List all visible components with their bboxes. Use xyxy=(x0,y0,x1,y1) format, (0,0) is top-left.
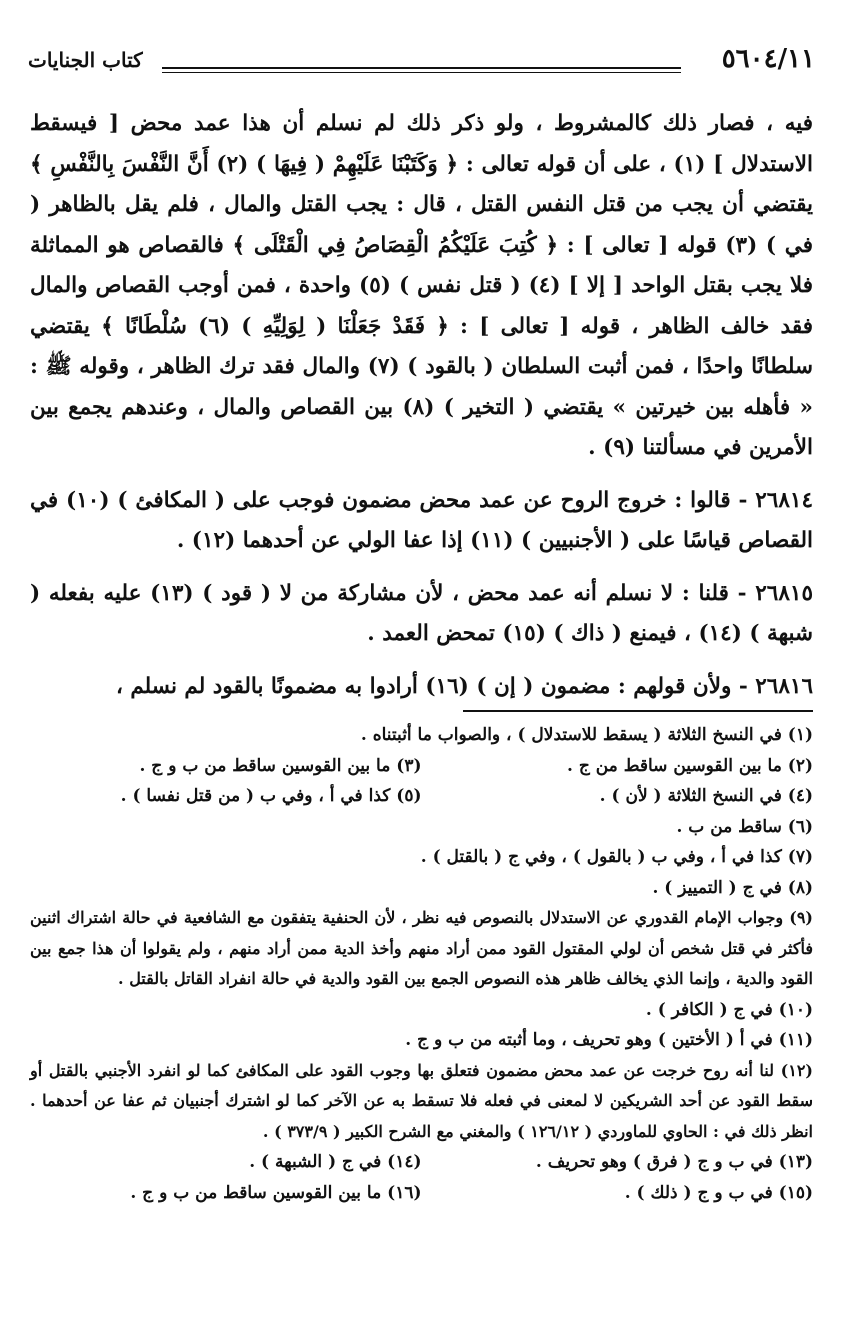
body-paragraph: ٢٦٨١٤ - قالوا : خروج الروح عن عمد محض مضمون فوجب على ( المكافئ ) (١٠) في القصاص قياسًا على ( الأجنبيين ) (١١) إذا عفا الولي عن أحدهما (١٢) . xyxy=(30,487,813,553)
footnote: (٥) كذا في أ ، وفي ب ( من قتل نفسا ) . xyxy=(120,786,422,806)
page-number: ٥٦٠٤/١١ xyxy=(721,44,815,74)
body-paragraph: ٢٦٨١٦ - ولأن قولهم : مضمون ( إن ) (١٦) أرادوا به مضمونًا بالقود لم نسلم ، xyxy=(115,673,813,699)
footnote-separator xyxy=(463,710,813,712)
page-header xyxy=(22,40,821,86)
footnote: (٢) ما بين القوسين ساقط من ج . xyxy=(567,755,813,776)
footnote: (٦) ساقط من ب . xyxy=(676,816,813,837)
footnote: (٨) في ج ( التمييز ) . xyxy=(652,877,813,898)
footnote: (١٣) في ب و ج ( فرق ) وهو تحريف . xyxy=(535,1152,813,1172)
footnote: (١٢) لنا أنه روح خرجت عن عمد محض مضمون فتعلق بها وجوب القود على المكافئ كما لو انفرد الأجنبي بالقتل أو سقط القود عن أحد الشريكين لا لمعنى في فعله فلا تسقط به عن الآخر كما لو اشترك أجنبيان ثم عفا عن أحدهما . انظر ذلك في : الحاوي للماوردي ( ١٢٦/١٢ ) والمغني مع الشرح الكبير ( ٣٧٣/٩ ) . xyxy=(30,1060,813,1141)
running-title: كتاب الجنايات xyxy=(28,48,143,72)
footnote: (٧) كذا في أ ، وفي ب ( بالقول ) ، وفي ج ( بالقتل ) . xyxy=(420,847,813,867)
footnote: (١٤) في ج ( الشبهة ) . xyxy=(249,1152,422,1172)
footnote: (٣) ما بين القوسين ساقط من ب و ج . xyxy=(139,755,422,776)
footnote: (١) في النسخ الثلاثة ( يسقط للاستدلال ) ، والصواب ما أثبتناه . xyxy=(360,725,813,745)
footnote: (١٠) في ج ( الكافر ) . xyxy=(645,999,813,1020)
footnote-row xyxy=(30,1147,813,1178)
footnote: (١٦) ما بين القوسين ساقط من ب و ج . xyxy=(130,1182,422,1203)
footnote-row xyxy=(30,1178,813,1209)
footnotes xyxy=(30,720,813,1208)
footnote: (١١) في أ ( الأختين ) وهو تحريف ، وما أثبته من ب و ج . xyxy=(405,1030,813,1050)
header-rule xyxy=(162,67,681,69)
header-rule-thin xyxy=(162,72,681,73)
footnote: (١٥) في ب و ج ( ذلك ) . xyxy=(624,1182,813,1203)
body-paragraph: فيه ، فصار ذلك كالمشروط ، ولو ذكر ذلك لم نسلم أن هذا عمد محض [ فيسقط الاستدلال ] (١) ، على أن قوله تعالى : ﴿ وَكَتَبْنَا عَلَيْهِمْ ( فِيهَا ) (٢) أَنَّ النَّفْسَ بِالنَّفْسِ ﴾ يقتضي أن يجب من قتل النفس القتل ، قال : يجب القتل والمال ، فلم يقل بالظاهر ( في ) (٣) قوله [ تعالى ] : ﴿ كُتِبَ عَلَيْكُمُ الْقِصَاصُ فِي الْقَتْلَى ﴾ فالقصاص هو المماثلة فلا يجب بقتل الواحد [ إلا ] (٤) ( قتل نفس ) (٥) واحدة ، فمن أوجب القصاص والمال فقد خالف الظاهر ، قوله [ تعالى ] : ﴿ فَقَدْ جَعَلْنَا ( لِوَلِيِّهِ ) (٦) سُلْطَانًا ﴾ يقتضي سلطانًا واحدًا ، فمن أثبت السلطان ( بالقود ) (٧) والمال فقد ترك الظاهر ، وقوله ﷺ : « فأهله بين خيرتين » يقتضي ( التخير ) (٨) بين القصاص والمال ، وعندهم يجمع بين الأمرين في مسألتنا (٩) . xyxy=(30,111,813,460)
footnote-row xyxy=(30,781,813,812)
footnote: (٩) وجواب الإمام القدوري عن الاستدلال بالنصوص فيه نظر ، لأن الحنفية يتفقون مع الشافعية في حالة اشتراك اثنين فأكثر في قتل شخص أن لولي المقتول القود ممن أراد منهم وأخذ الدية ممن أراد منهم ، ولم يقولوا أن هذا جمع بين القود والدية ، وإنما الذي يخالف ظاهر هذه النصوص الجمع بين القود والدية في حالة انفراد القاتل بالقتل . xyxy=(30,908,814,988)
body-paragraph: ٢٦٨١٥ - قلنا : لا نسلم أنه عمد محض ، لأن مشاركة من لا ( قود ) (١٣) عليه بفعله ( شبهة ) (١٤) ، فيمنع ( ذاك ) (١٥) تمحض العمد . xyxy=(30,580,813,646)
main-text xyxy=(30,104,813,719)
footnote: (٤) في النسخ الثلاثة ( لأن ) . xyxy=(599,786,813,806)
footnote-row xyxy=(30,751,813,782)
